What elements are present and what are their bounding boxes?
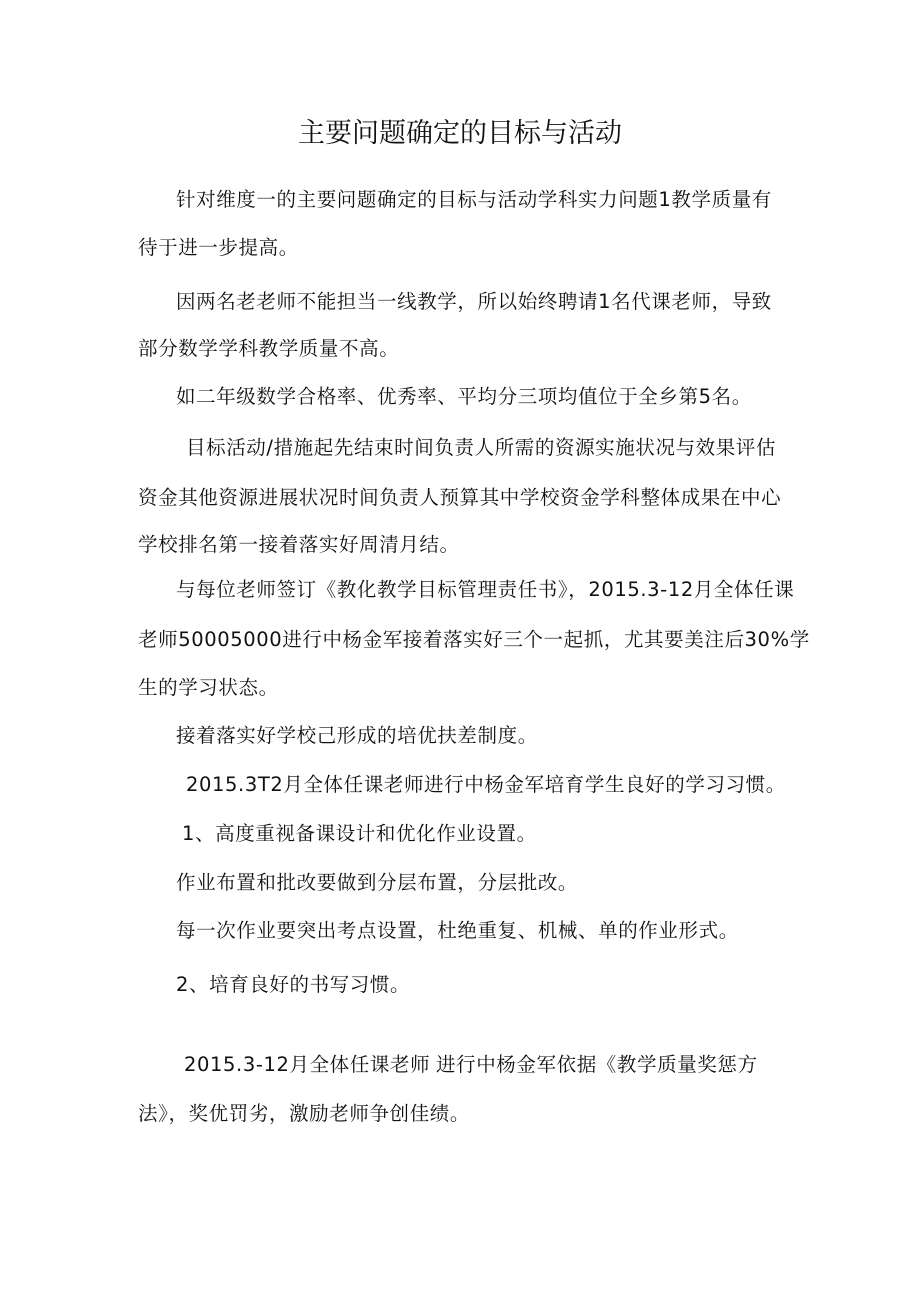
document-title: 主要问题确定的目标与活动 — [298, 118, 622, 149]
paragraph-line: 因两名老老师不能担当一线教学，所以始终聘请1名代课老师，导致 — [176, 290, 772, 313]
paragraph-line: 接着落实好学校己形成的培优扶差制度。 — [176, 724, 538, 747]
paragraph-line: 待于进一步提高。 — [138, 236, 299, 259]
paragraph-line: 如二年级数学合格率、优秀率、平均分三项均值位于全乡第5名。 — [176, 385, 752, 408]
paragraph-line: 与每位老师签订《教化教学目标管理责任书》，2015.3-12月全体任课 — [176, 578, 795, 601]
paragraph-line: 学校排名第一接着落实好周清月结。 — [138, 533, 460, 556]
paragraph-line: 每一次作业要突出考点设置，杜绝重复、机械、单的作业形式。 — [176, 919, 739, 942]
paragraph-line: 资金其他资源进展状况时间负责人预算其中学校资金学科整体成果在中心 — [138, 486, 782, 509]
paragraph-line: 2015.3-12月全体任课老师 — [184, 1053, 431, 1076]
list-item: 2、培育良好的书写习惯。 — [176, 973, 411, 996]
paragraph-line: 作业布置和批改要做到分层布置，分层批改。 — [176, 871, 579, 894]
paragraph-line: 生的学习状态。 — [138, 676, 279, 699]
paragraph-line: 法》，奖优罚劣，激励老师争创佳绩。 — [138, 1102, 470, 1125]
paragraph-line: 部分数学学科教学质量不高。 — [138, 337, 400, 360]
paragraph-line: 目标活动/措施起先结束时间负责人所需的资源实施状况与效果评估 — [186, 436, 777, 459]
paragraph-line: 2015.3T2月全体任课老师进行中杨金军培育学生良好的学习习惯。 — [186, 773, 786, 796]
paragraph-line: 进行中杨金军依据《教学质量奖惩方 — [436, 1053, 758, 1076]
paragraph-line: 老师50005000进行中杨金军接着落实好三个一起抓，尤其要美注后30%学 — [138, 628, 810, 651]
list-item: 1、高度重视备课设计和优化作业设置。 — [182, 822, 537, 845]
paragraph-line: 针对维度一的主要问题确定的目标与活动学科实力问题1教学质量有 — [176, 188, 772, 211]
